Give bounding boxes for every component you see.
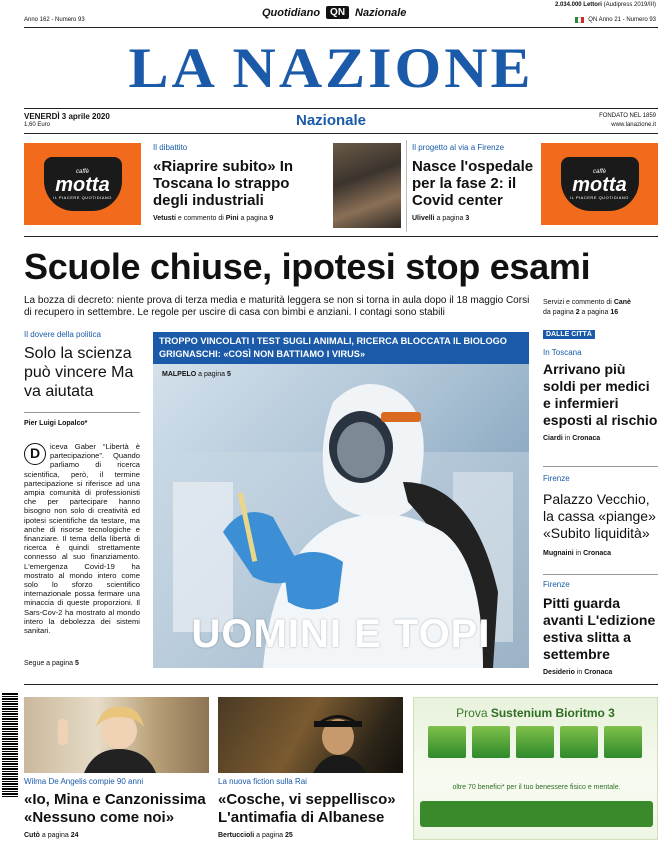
malpelo-page: 5 — [226, 371, 231, 378]
side-text: Servizi e commento di — [543, 299, 614, 306]
editorial-kicker: Il dovere della politica — [24, 330, 101, 339]
city-section-badge: DALLE CITTÀ — [543, 330, 595, 339]
motta-small: caffè — [75, 168, 89, 175]
bottom-story-2[interactable] — [218, 777, 408, 839]
readership — [555, 2, 656, 8]
bottom1-meta — [24, 832, 214, 839]
side-text2: da pagina — [543, 309, 576, 316]
city-story-3[interactable] — [543, 580, 661, 676]
website: www.lanazione.it — [611, 122, 656, 128]
issue-date: VENERDÌ 3 aprile 2020 — [24, 112, 110, 121]
qn-issue — [575, 17, 656, 23]
teaser2-page: 3 — [465, 215, 470, 222]
issue-number: Anno 162 - Numero 93 — [24, 17, 85, 23]
sustenium-ad[interactable] — [413, 697, 658, 840]
motta-tagline: IL PIACERE QUOTIDIANO — [53, 194, 112, 200]
editorial-body — [24, 442, 140, 635]
sustenium-benefit: oltre 70 benefici* per il tuo benessere fisico e mentale. — [452, 784, 621, 791]
editorial-continue[interactable] — [24, 660, 79, 667]
photo-banner: TROPPO VINCOLATI I TEST SUGLI ANIMALI, RICERCA BLOCCATA IL BIOLOGO GRIGNASCHI: «COSÌ NON BATTIAMO I VIRUS» — [153, 332, 529, 364]
teaser-industry[interactable] — [153, 143, 328, 222]
teaser2-headline[interactable]: Nasce l'ospedale per la fase 2: il Covid center — [412, 158, 534, 209]
story3-kicker: Firenze — [543, 580, 570, 589]
side-text3: a pagina — [579, 309, 611, 316]
network-right-label: Nazionale — [355, 6, 407, 19]
story2-section: Cronaca — [583, 550, 612, 557]
teaser1-meta — [153, 215, 328, 222]
dropcap: D — [24, 443, 46, 465]
story2-in: in — [573, 550, 584, 557]
bottom2-headline[interactable]: «Cosche, vi seppellisco» L'antimafia di Albanese — [218, 791, 396, 826]
teaser1-page: 9 — [269, 215, 274, 222]
bottom2-text: a pagina — [254, 832, 285, 839]
bottom1-page: 24 — [70, 832, 79, 839]
story3-in: in — [574, 669, 585, 676]
product-box-icon — [428, 726, 466, 758]
teaser1-author: Vetusti — [153, 215, 176, 222]
bottom1-author: Cutò — [24, 832, 40, 839]
motta-tagline: IL PIACERE QUOTIDIANO — [570, 194, 629, 200]
product-box-icon — [472, 726, 510, 758]
product-boxes — [428, 726, 642, 758]
motta-brand: motta — [572, 173, 627, 196]
sustenium-ad-title — [414, 706, 657, 720]
motta-ad-right[interactable] — [541, 143, 658, 225]
network-left-label: Quotidiano — [262, 6, 321, 19]
readers-count: 2.034.000 Lettori — [554, 2, 602, 8]
teaser2-meta — [412, 215, 537, 222]
singer-illustration — [24, 697, 209, 773]
story2-headline[interactable]: Palazzo Vecchio, la cassa «piange» «Subito liquidità» — [543, 491, 656, 541]
editorial-headline[interactable]: Solo la scienza può vincere Ma va aiutata — [24, 345, 134, 400]
motta-brand: motta — [55, 173, 110, 196]
actor-illustration — [218, 697, 403, 773]
benefits-bar — [420, 801, 653, 827]
side-page-to: 16 — [610, 309, 619, 316]
malpelo-ref — [162, 371, 231, 378]
masthead: LA NAZIONE — [128, 36, 534, 100]
welder-photo — [333, 143, 401, 228]
continue-text: Segue a pagina — [24, 660, 75, 667]
story1-in: in — [562, 435, 573, 442]
side-author: Canè — [613, 299, 631, 306]
editorial-author: Pier Luigi Lopalco* — [24, 420, 88, 427]
story2-author: Mugnaini — [543, 550, 574, 557]
continue-page: 5 — [75, 660, 79, 667]
founded-info — [599, 112, 656, 130]
bottom-story-1[interactable] — [24, 777, 214, 839]
story1-section: Cronaca — [572, 435, 601, 442]
coffee-cup-icon — [44, 157, 122, 211]
bottom1-headline[interactable]: «Io, Mina e Canzonissima «Nessuno come noi» — [24, 791, 206, 826]
story1-headline[interactable]: Arrivano più soldi per medici e infermieri esposti al rischio — [543, 361, 658, 428]
main-side-note — [543, 298, 658, 318]
motta-ad-left[interactable] — [24, 143, 141, 225]
malpelo-text: a pagina — [196, 371, 227, 378]
story3-author: Desiderio — [543, 669, 575, 676]
story1-author: Ciardi — [543, 435, 563, 442]
teaser1-headline[interactable]: «Riaprire subito» In Toscana lo strappo degli industriali — [153, 158, 294, 209]
story1-meta — [543, 435, 661, 442]
founded-year: FONDATO NEL 1859 — [599, 113, 656, 119]
story3-meta — [543, 669, 661, 676]
side-page-from: 2 — [575, 309, 580, 316]
teaser2-text: a pagina — [434, 215, 466, 222]
product-box-icon — [560, 726, 598, 758]
qn-logo: QN — [326, 6, 349, 19]
photo-title: UOMINI E TOPI — [191, 612, 491, 656]
readers-note: (Audipress 2019/III) — [603, 2, 656, 8]
story3-section: Cronaca — [584, 669, 613, 676]
network-strip — [262, 6, 406, 19]
teaser2-kicker: Il progetto al via a Firenze — [412, 143, 505, 152]
qn-issue-label: QN Anno 21 - Numero 93 — [588, 17, 656, 23]
story3-headline[interactable]: Pitti guarda avanti L'edizione estiva slitta a settembre — [543, 595, 656, 662]
bottom1-text: a pagina — [39, 832, 71, 839]
section-title: Nazionale — [295, 112, 367, 129]
bottom2-meta — [218, 832, 408, 839]
product-box-icon — [516, 726, 554, 758]
teaser-covid-center[interactable] — [412, 143, 537, 222]
teaser1-text: e commento di — [175, 215, 226, 222]
teaser2-author: Ulivelli — [412, 215, 435, 222]
motta-small: caffè — [592, 168, 606, 175]
italian-flag-icon — [575, 17, 584, 23]
city-story-1[interactable] — [543, 348, 661, 442]
bottom2-author: Bertuccioli — [218, 832, 255, 839]
main-headline[interactable]: Scuole chiuse, ipotesi stop esami — [24, 246, 591, 287]
teaser1-text2: a pagina — [238, 215, 270, 222]
story2-meta — [543, 550, 661, 557]
barcode-icon — [2, 692, 18, 797]
bottom2-page: 25 — [284, 832, 293, 839]
malpelo-label: MALPELO — [162, 371, 197, 378]
sustenium-product: Sustenium Bioritmo 3 — [490, 706, 615, 720]
main-deck: La bozza di decreto: niente prova di terza media e maturità leggera se non si torna in aula dopo il 18 maggio Corsi di recupero in settembre. Le regole per uscire di casa con bimbi e anziani. I contagi sono stabili — [24, 295, 530, 318]
coffee-cup-icon — [561, 157, 639, 211]
teaser1-author2: Pini — [225, 215, 239, 222]
issue-price: 1,60 Euro — [24, 122, 51, 128]
city-story-2[interactable] — [543, 474, 661, 557]
bottom2-kicker: La nuova fiction sulla Rai — [218, 777, 307, 786]
fiction-photo[interactable] — [218, 697, 403, 773]
sustenium-prova: Prova — [456, 706, 491, 720]
wilma-photo[interactable] — [24, 697, 209, 773]
story1-kicker: In Toscana — [543, 348, 582, 357]
story2-kicker: Firenze — [543, 474, 570, 483]
editorial-text: iceva Gaber “Libertà è partecipazione”. Quando parliamo di ricerca scientifica, però, il termine partecipazione si riferisce ad una ampia comunità di professionisti che per partecipare hanno bisogno non solo di creatività ed ipotesi scientifiche da testare, ma anche di risorse tecnologiche e finanziare. Il tema della libertà di ricerca è quindi strettamente connesso al suo finanziamento. L'emergenza Covid-19 ha mostrato al mondo intero come solo lo sforzo scientifico internazionale possa fermare una minaccia di queste proporzioni. Il Sars-Cov-2 ha mostrato al mondo intero la debolezza dei sistemi sanitari. — [24, 442, 140, 636]
teaser1-kicker: Il dibattito — [153, 143, 188, 152]
bottom1-kicker: Wilma De Angelis compie 90 anni — [24, 777, 144, 786]
product-box-icon — [604, 726, 642, 758]
